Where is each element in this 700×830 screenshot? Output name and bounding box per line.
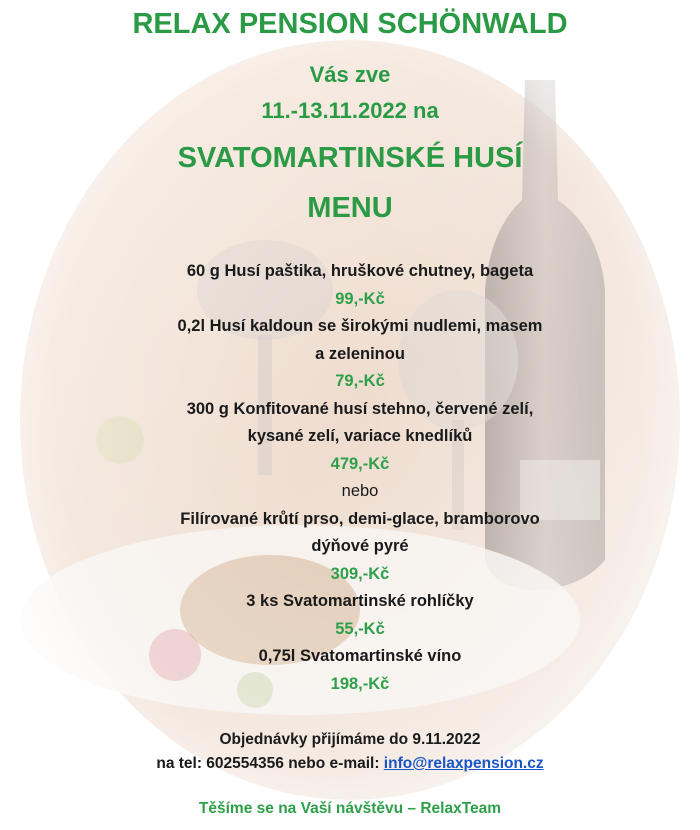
menu-item [90, 396, 630, 479]
email-link[interactable]: info@relaxpension.cz [383, 755, 544, 772]
orders-deadline: Objednávky přijímáme do 9.11.2022 [219, 731, 481, 748]
menu-item [90, 588, 630, 643]
menu-item-price: 479,-Kč [330, 454, 390, 473]
menu-item-name: 0,75l Svatomartinské víno [258, 647, 462, 665]
menu-title-line1: SVATOMARTINSKÉ HUSÍ [177, 142, 523, 174]
menu-title-line2: MENU [307, 192, 393, 224]
menu-item-name: 3 ks Svatomartinské rohlíčky [246, 592, 474, 610]
menu-item [90, 313, 630, 396]
menu-item-price: 309,-Kč [330, 564, 390, 583]
menu-separator [90, 478, 630, 506]
menu-item-name: Filírované krůtí prso, demi-glace, bramborovo [180, 509, 540, 528]
event-dates: 11.-13.11.2022 na [261, 98, 439, 123]
menu-item-name-cont: dýňové pyré [311, 537, 409, 555]
menu-item-name: 0,2l Husí kaldoun se širokými nudlemi, masem [177, 317, 543, 335]
menu-item-name-cont: a zeleninou [315, 344, 405, 363]
contact-line [0, 755, 700, 773]
menu-list [90, 258, 630, 698]
menu-item [90, 643, 630, 698]
menu-item-price: 198,-Kč [330, 674, 390, 693]
menu-item-name: 300 g Konfitované husí stehno, červené zelí, [186, 399, 534, 418]
menu-item [90, 258, 630, 313]
invite-text: Vás zve [309, 62, 391, 87]
or-text: nebo [341, 482, 379, 500]
menu-item-name-cont: kysané zelí, variace knedlíků [247, 427, 473, 445]
menu-item-price: 99,-Kč [335, 289, 385, 308]
menu-item [90, 506, 630, 589]
menu-item-price: 55,-Kč [335, 619, 385, 638]
thanks-line: Těšíme se na Vaší návštěvu – RelaxTeam [198, 800, 502, 817]
menu-item-name: 60 g Husí paštika, hruškové chutney, bageta [186, 262, 534, 280]
menu-item-price: 79,-Kč [335, 372, 385, 390]
contact-prefix: na tel: 602554356 nebo e-mail: [156, 755, 384, 772]
pension-name: RELAX PENSION SCHÖNWALD [132, 8, 568, 40]
